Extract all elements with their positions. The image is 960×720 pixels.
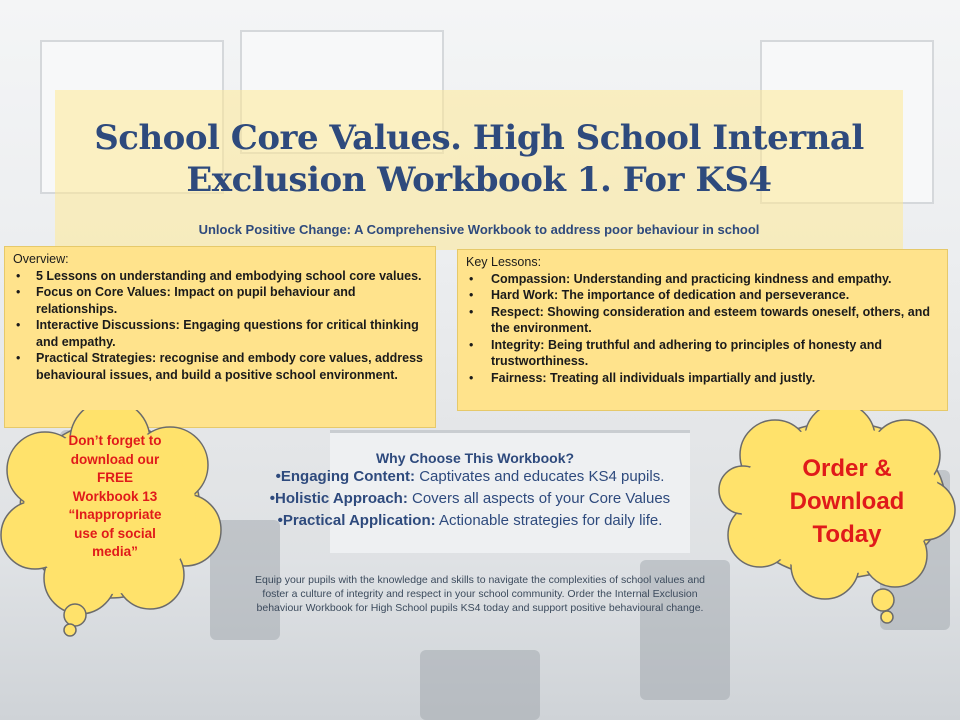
key-lessons-list: [466, 271, 939, 387]
promo-line: media”: [92, 544, 138, 559]
closing-paragraph: Equip your pupils with the knowledge and skills to navigate the complexities of school values and foster a culture of integrity and respect in your school community. Order the Internal Exclusion behaviour Workbook for High School pupils KS4 today and support positive behavioural change.: [254, 574, 705, 614]
background-chair: [420, 650, 540, 720]
overview-item: • Practical Strategies: recognise and embody core values, address behavioural issues, and build a positive school environment.: [13, 350, 427, 383]
order-line: Order &: [802, 455, 892, 482]
promo-line: download our: [70, 451, 160, 467]
page-title: School Core Values. High School Internal Exclusion Workbook 1. For KS4: [94, 118, 864, 200]
why-line: [240, 488, 700, 510]
overview-list: [13, 268, 427, 384]
overview-box: [4, 246, 436, 428]
why-line: [240, 466, 700, 488]
why-line: [240, 510, 700, 532]
overview-heading: Overview:: [13, 252, 69, 266]
page-subtitle: Unlock Positive Change: A Comprehensive Workbook to address poor behaviour in school: [198, 222, 760, 237]
why-line-label: •Practical Application:: [277, 512, 436, 529]
order-line: Today: [812, 521, 882, 548]
why-line-text: Covers all aspects of your Core Values: [407, 490, 671, 507]
why-line-label: •Holistic Approach:: [269, 490, 408, 507]
why-line-text: Captivates and educates KS4 pupils.: [415, 468, 665, 485]
promo-line: Don’t forget to: [68, 433, 162, 448]
promo-cloud-text[interactable]: [20, 432, 210, 562]
promo-line: FREE: [96, 470, 133, 485]
order-download-button[interactable]: [742, 452, 952, 551]
why-choose-section: [240, 450, 700, 532]
key-lessons-heading: Key Lessons:: [466, 255, 542, 269]
why-line-label: •Engaging Content:: [275, 468, 416, 485]
promo-line: Workbook 13: [72, 488, 158, 504]
key-lesson-item: • Fairness: Treating all individuals impartially and justly.: [466, 370, 939, 387]
key-lesson-item: • Compassion: Understanding and practicing kindness and empathy.: [466, 271, 939, 288]
key-lesson-item: • Respect: Showing consideration and esteem towards oneself, others, and the environment.: [466, 304, 939, 337]
why-choose-heading: Why Choose This Workbook?: [375, 450, 575, 466]
key-lessons-box: [457, 249, 948, 411]
promo-line: use of social: [74, 525, 156, 541]
overview-item: • Interactive Discussions: Engaging questions for critical thinking and empathy.: [13, 317, 427, 350]
promo-line: “Inappropriate: [68, 507, 162, 522]
key-lesson-item: • Integrity: Being truthful and adhering to principles of honesty and trustworthiness.: [466, 337, 939, 370]
order-line: Download: [789, 488, 905, 515]
why-line-text: Actionable strategies for daily life.: [435, 512, 663, 529]
overview-item: • Focus on Core Values: Impact on pupil behaviour and relationships.: [13, 284, 427, 317]
key-lesson-item: • Hard Work: The importance of dedication and perseverance.: [466, 287, 939, 304]
overview-item: • 5 Lessons on understanding and embodying school core values.: [13, 268, 427, 285]
